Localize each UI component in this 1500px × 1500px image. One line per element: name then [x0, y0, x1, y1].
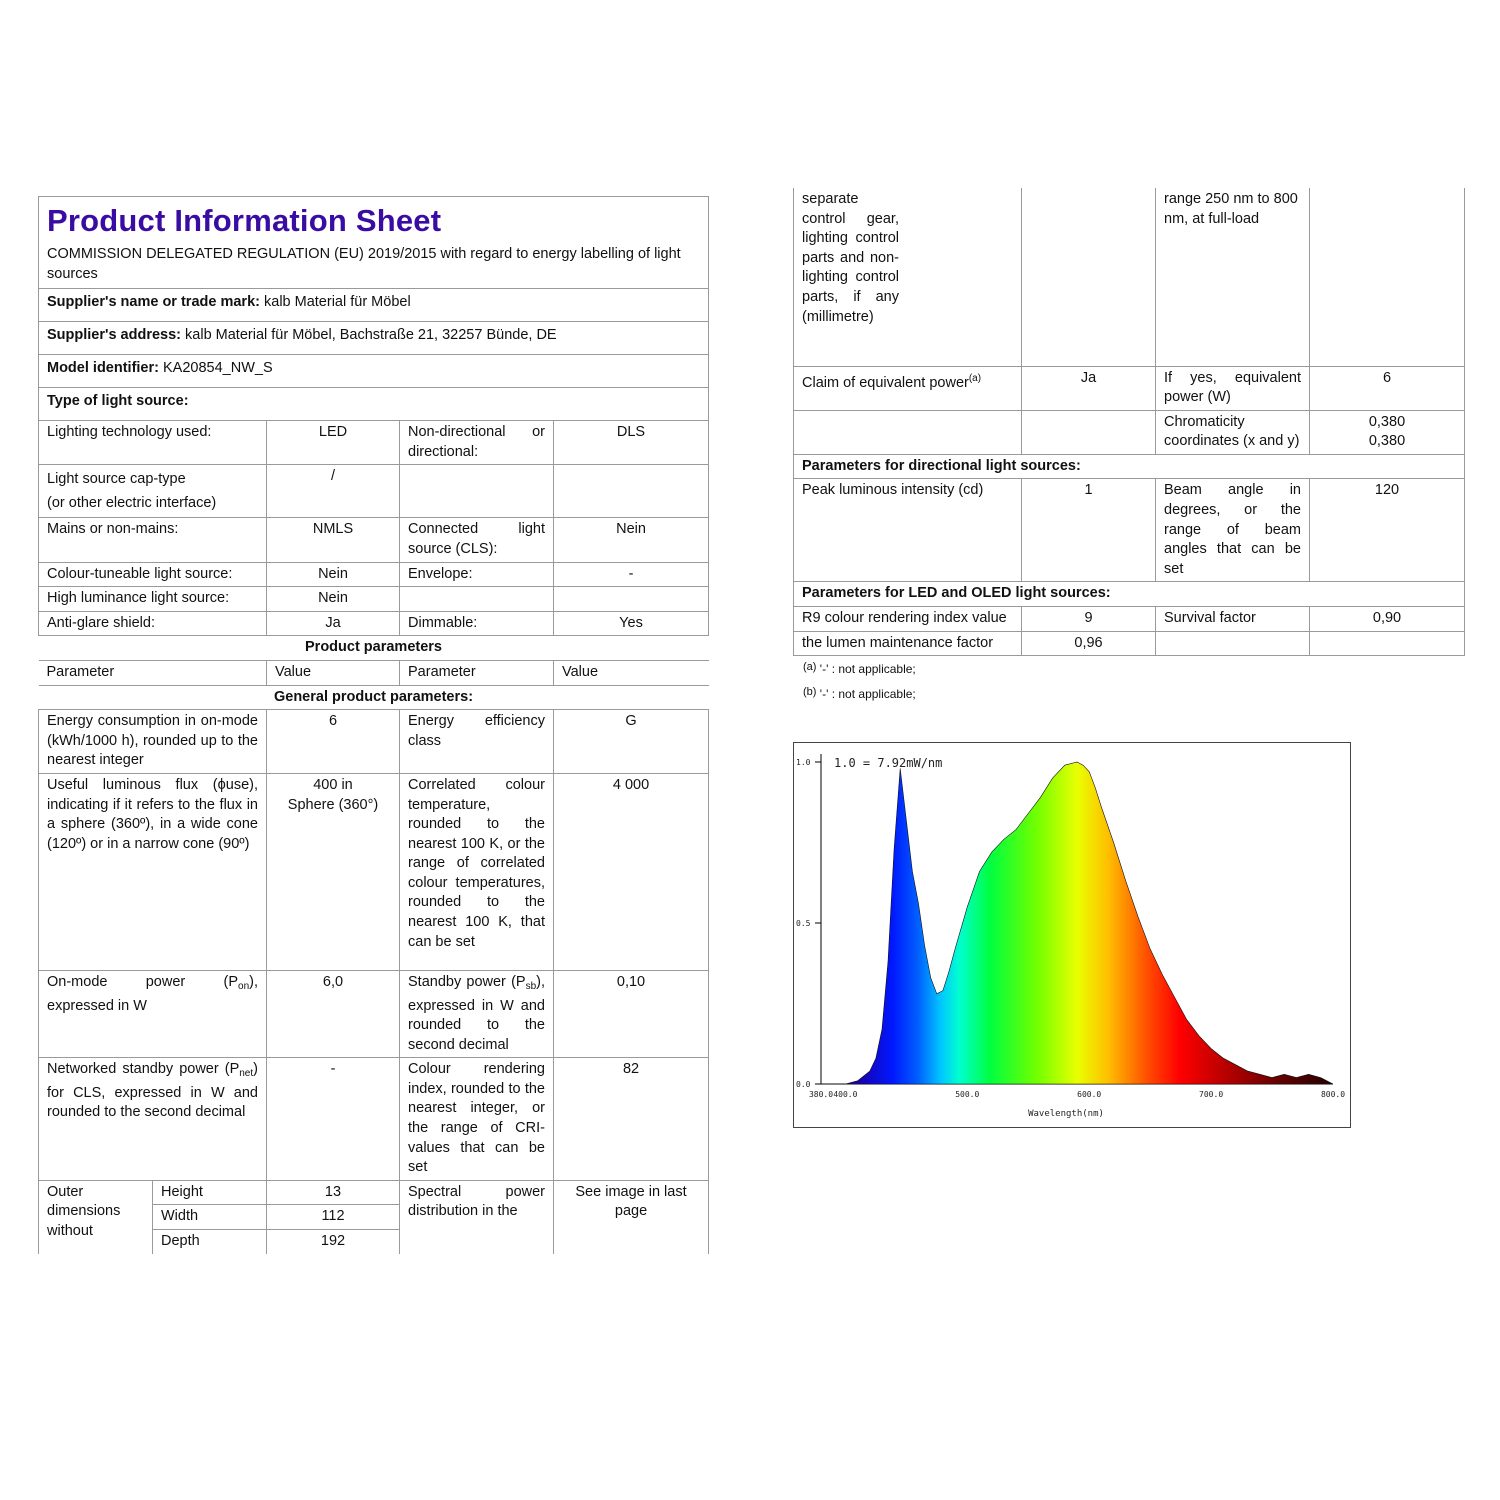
- empty-cell: [1310, 631, 1465, 656]
- type-value: [554, 587, 709, 612]
- spd-continuation-label: range 250 nm to 800 nm, at full-load: [1156, 188, 1310, 366]
- regulation-text: COMMISSION DELEGATED REGULATION (EU) 2019/2015 with regard to energy labelling of light sources: [47, 246, 681, 282]
- footnote-b-text: '-' : not applicable;: [819, 687, 916, 702]
- footnote-a-text: '-' : not applicable;: [819, 662, 916, 677]
- beam-angle-value: 120: [1310, 479, 1465, 582]
- type-param: Non-directional or directional:: [400, 421, 554, 465]
- luminous-flux-value-line1: 400 in: [313, 776, 353, 793]
- networked-standby-text-b: ) for CLS, expressed in W and rounded to the second decimal: [47, 1061, 258, 1121]
- depth-label: Depth: [153, 1230, 267, 1254]
- product-information-sheet: [38, 196, 708, 1254]
- table-row: [39, 1058, 709, 1181]
- type-value: Ja: [267, 611, 400, 636]
- standby-power-text: Standby power (P: [408, 973, 526, 990]
- footnote-a-mark: (a): [803, 661, 817, 674]
- type-param: Envelope:: [400, 562, 554, 587]
- table-row: [39, 587, 709, 612]
- table-row: [794, 607, 1465, 632]
- equivalent-power-claim-label: [794, 366, 1022, 410]
- networked-standby-label: [39, 1058, 267, 1181]
- table-row: [39, 1180, 709, 1205]
- equivalent-power-value: 6: [1310, 366, 1465, 410]
- column-header-row: [39, 660, 709, 685]
- type-param: Connected light source (CLS):: [400, 518, 554, 562]
- cct-value: 4 000: [554, 773, 709, 970]
- led-heading: Parameters for LED and OLED light sources:: [794, 582, 1465, 607]
- depth-value: 192: [267, 1230, 400, 1254]
- product-parameters-heading: Product parameters: [39, 636, 709, 661]
- column-header-value: Value: [554, 660, 709, 685]
- type-value: Yes: [554, 611, 709, 636]
- table-row: [794, 366, 1465, 410]
- networked-standby-sub: net: [239, 1068, 254, 1080]
- model-row: [39, 355, 709, 388]
- table-row: [39, 611, 709, 636]
- y-tick-label: 1.0: [796, 758, 811, 767]
- empty-cell: [794, 410, 1022, 454]
- empty-cell: [1310, 188, 1465, 366]
- x-tick-label: 700.0: [1199, 1090, 1224, 1099]
- type-param: Colour-tuneable light source:: [39, 562, 267, 587]
- empty-cell: [1022, 188, 1156, 366]
- empty-cell: [1022, 410, 1156, 454]
- x-axis-label: Wavelength(nm): [1028, 1109, 1104, 1119]
- cri-label: Colour rendering index, rounded to the nearest integer, or the range of CRI-values that can be set: [400, 1058, 554, 1181]
- r9-value: 9: [1022, 607, 1156, 632]
- table-row: [39, 518, 709, 562]
- x-tick-label: 500.0: [955, 1090, 980, 1099]
- cap-type-label: Light source cap-type: [47, 471, 186, 488]
- type-heading: Type of light source:: [39, 388, 709, 421]
- lumen-maintenance-value: 0,96: [1022, 631, 1156, 656]
- type-value: -: [554, 562, 709, 587]
- x-tick-label: 800.0: [1320, 1090, 1346, 1099]
- networked-standby-text: Networked standby power (P: [47, 1061, 240, 1078]
- footnote-b-mark: (b): [803, 686, 817, 699]
- survival-factor-value: 0,90: [1310, 607, 1465, 632]
- column-header-parameter: Parameter: [400, 660, 554, 685]
- energy-class-label: Energy efficiency class: [400, 710, 554, 774]
- continuation-sheet: [793, 188, 1464, 706]
- equivalent-power-label: If yes, equivalent power (W): [1156, 366, 1310, 410]
- type-param: [39, 465, 267, 518]
- supplier-address-value: kalb Material für Möbel, Bachstraße 21, 32257 Bünde, DE: [185, 327, 557, 344]
- claim-text: Claim of equivalent power: [802, 374, 969, 391]
- chromaticity-label: Chromaticity coordinates (x and y): [1156, 410, 1310, 454]
- right-table: [793, 188, 1465, 656]
- type-param: Dimmable:: [400, 611, 554, 636]
- footnote-b: [793, 681, 1464, 706]
- table-row: [39, 970, 709, 1057]
- standby-power-label: [400, 970, 554, 1057]
- on-mode-power-label: [39, 970, 267, 1057]
- chromaticity-x: 0,380: [1368, 413, 1406, 430]
- directional-heading: Parameters for directional light sources:: [794, 454, 1465, 479]
- cct-label: Correlated colour temperature, rounded to the nearest 100 K, or the range of correlated colour temperatures, rounded to the nearest 100 K, that can be set: [400, 773, 554, 970]
- dimensions-continuation-label: separate control gear, lighting control parts and non-lighting control parts, if any (millimetre): [794, 188, 1022, 366]
- luminous-flux-value: [267, 773, 400, 970]
- table-row: [794, 188, 1465, 366]
- claim-footnote-mark: (a): [968, 372, 982, 384]
- type-value: /: [267, 465, 400, 518]
- equivalent-power-claim-value: Ja: [1022, 366, 1156, 410]
- type-param: Mains or non-mains:: [39, 518, 267, 562]
- on-mode-power-text-b: ), expressed in W: [47, 973, 258, 1014]
- supplier-name-value: kalb Material für Möbel: [264, 294, 411, 311]
- table-row: [39, 465, 709, 518]
- chromaticity-value: [1310, 410, 1465, 454]
- table-row: [39, 421, 709, 465]
- standby-power-text-b: ), expressed in W and rounded to the second decimal: [408, 973, 545, 1053]
- type-value: Nein: [267, 562, 400, 587]
- spd-value: See image in last page: [554, 1180, 709, 1253]
- on-mode-power-text: On-mode power (P: [47, 973, 239, 990]
- type-value: LED: [267, 421, 400, 465]
- column-header-parameter: Parameter: [39, 660, 267, 685]
- left-table: [38, 196, 709, 1254]
- type-value: DLS: [554, 421, 709, 465]
- type-param: Lighting technology used:: [39, 421, 267, 465]
- y-tick-label: 0.0: [796, 1080, 811, 1089]
- table-row: [39, 773, 709, 970]
- supplier-name-row: [39, 289, 709, 322]
- luminous-flux-label: Useful luminous flux (ϕuse), indicating if it refers to the flux in a sphere (360º), in a wide cone (120º) or in a narrow cone (90º): [39, 773, 267, 970]
- type-value: Nein: [554, 518, 709, 562]
- table-row: [794, 479, 1465, 582]
- cri-value: 82: [554, 1058, 709, 1181]
- supplier-address-row: [39, 322, 709, 355]
- outer-dimensions-label: Outer dimensions without: [39, 1180, 153, 1253]
- type-param: Anti-glare shield:: [39, 611, 267, 636]
- x-tick-label: 380.0: [808, 1090, 834, 1099]
- column-header-value: Value: [267, 660, 400, 685]
- cap-type-sublabel: (or other electric interface): [47, 495, 217, 512]
- height-label: Height: [153, 1180, 267, 1205]
- luminous-flux-value-line2: Sphere (360°): [287, 796, 379, 813]
- table-row: [39, 562, 709, 587]
- width-label: Width: [153, 1205, 267, 1230]
- networked-standby-value: -: [267, 1058, 400, 1181]
- y-tick-label: 0.5: [796, 919, 811, 928]
- type-value: Nein: [267, 587, 400, 612]
- type-value: NMLS: [267, 518, 400, 562]
- height-value: 13: [267, 1180, 400, 1205]
- on-mode-power-value: 6,0: [267, 970, 400, 1057]
- width-value: 112: [267, 1205, 400, 1230]
- type-param: High luminance light source:: [39, 587, 267, 612]
- standby-power-sub: sb: [525, 980, 537, 992]
- on-mode-power-sub: on: [238, 980, 250, 992]
- type-param: [400, 587, 554, 612]
- standby-power-value: 0,10: [554, 970, 709, 1057]
- energy-consumption-value: 6: [267, 710, 400, 774]
- title-cell: [39, 197, 709, 289]
- chromaticity-y: 0,380: [1368, 433, 1406, 450]
- r9-label: R9 colour rendering index value: [794, 607, 1022, 632]
- supplier-address-label: Supplier's address:: [47, 327, 181, 344]
- spd-label: Spectral power distribution in the: [400, 1180, 554, 1253]
- page-title: Product Information Sheet: [47, 203, 442, 238]
- lumen-maintenance-label: the lumen maintenance factor: [794, 631, 1022, 656]
- x-tick-label: 600.0: [1077, 1090, 1102, 1099]
- general-parameters-heading: General product parameters:: [39, 685, 709, 710]
- table-row: [794, 631, 1465, 656]
- energy-class-value: G: [554, 710, 709, 774]
- empty-cell: [1156, 631, 1310, 656]
- spectral-power-distribution-chart: [793, 742, 1351, 1128]
- footnote-a: [793, 656, 1464, 681]
- peak-intensity-value: 1: [1022, 479, 1156, 582]
- x-tick-label: 400.0: [833, 1090, 858, 1099]
- survival-factor-label: Survival factor: [1156, 607, 1310, 632]
- model-label: Model identifier:: [47, 360, 159, 377]
- peak-intensity-label: Peak luminous intensity (cd): [794, 479, 1022, 582]
- chart-annotation: 1.0 = 7.92mW/nm: [834, 756, 943, 770]
- model-value: KA20854_NW_S: [163, 360, 273, 377]
- supplier-name-label: Supplier's name or trade mark:: [47, 294, 260, 311]
- type-param: [400, 465, 554, 518]
- type-value: [554, 465, 709, 518]
- energy-consumption-label: Energy consumption in on-mode (kWh/1000 h), rounded up to the nearest integer: [39, 710, 267, 774]
- table-row: [39, 710, 709, 774]
- table-row: [794, 410, 1465, 454]
- beam-angle-label: Beam angle in degrees, or the range of beam angles that can be set: [1156, 479, 1310, 582]
